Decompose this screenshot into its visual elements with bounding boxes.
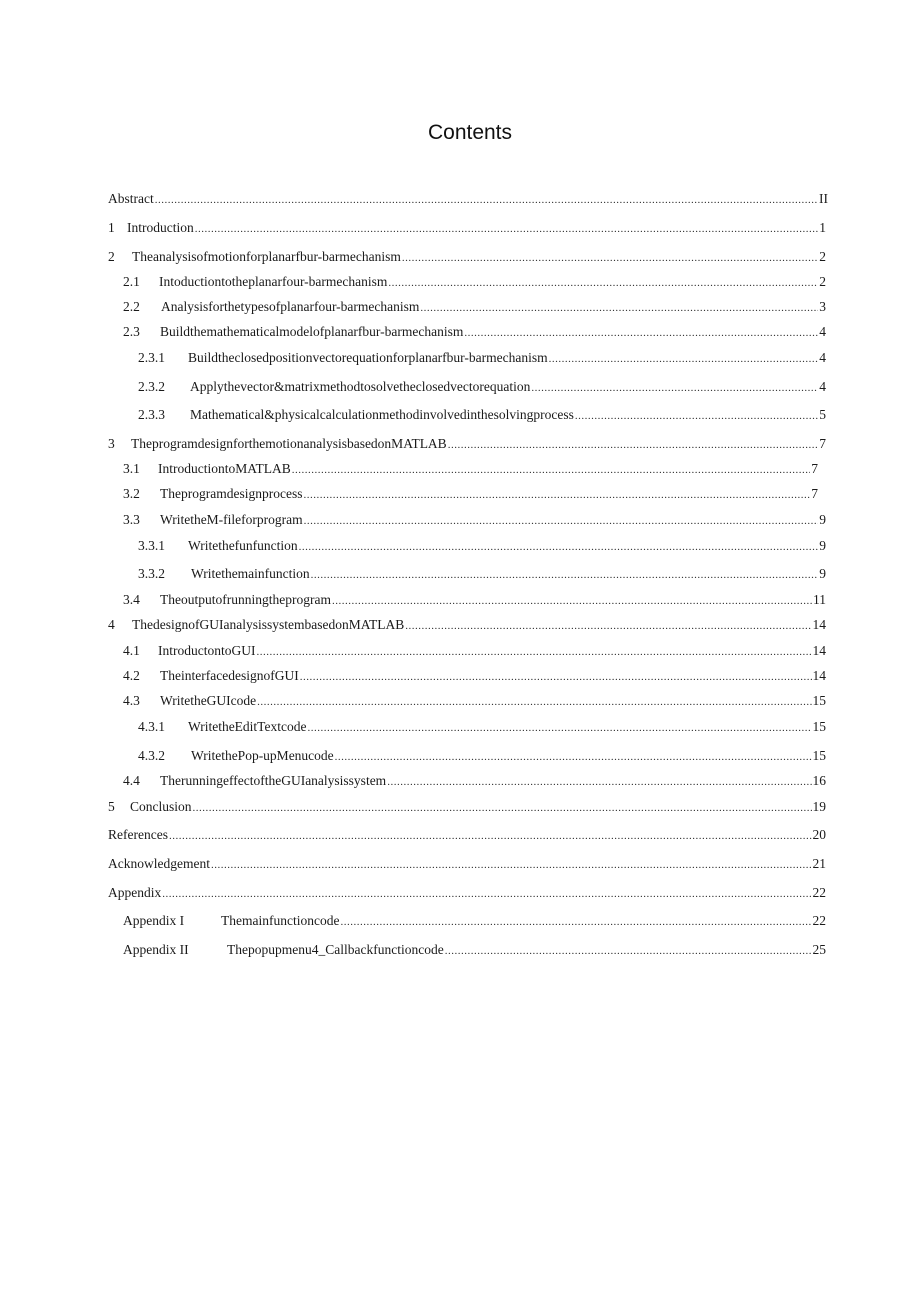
toc-entry-title: Mathematical&physicalcalculationmethodinvolvedinthesolvingprocess [190, 407, 574, 422]
toc-entry-page-number: 15 [812, 719, 826, 734]
toc-entry[interactable] [108, 855, 826, 873]
toc-entry-title: Abstract [108, 191, 154, 206]
toc-entry-title: WritethePop-upMenucode [191, 748, 334, 763]
toc-entry-number: 4.1 [123, 643, 140, 658]
toc-entry-number: 5 [108, 799, 115, 814]
toc-entry-page-number: 11 [813, 592, 826, 607]
dot-leader [420, 298, 818, 317]
toc-entry-title: TherunningeffectoftheGUIanalysissystem [160, 773, 387, 788]
toc-entry[interactable] [138, 565, 826, 583]
dot-leader [195, 219, 819, 238]
toc-entry[interactable] [138, 747, 826, 765]
toc-entry-number: 4.3.2 [138, 748, 165, 763]
toc-entry[interactable] [108, 219, 826, 237]
toc-entry-number: 3.3.2 [138, 566, 165, 581]
toc-entry-number: 2.2 [123, 299, 140, 314]
dot-leader [162, 884, 811, 903]
toc-entry[interactable] [123, 485, 818, 503]
dot-leader [549, 349, 819, 368]
toc-entry-number: 1 [108, 220, 115, 235]
toc-entry-number: 4.3 [123, 693, 140, 708]
toc-entry[interactable] [138, 718, 826, 736]
toc-entry-number: 2.1 [123, 274, 140, 289]
toc-entry-page-number: 5 [819, 407, 826, 422]
dot-leader [299, 537, 819, 556]
dot-leader [405, 616, 811, 635]
toc-entry[interactable] [123, 591, 826, 609]
toc-entry-page-number: 7 [819, 436, 826, 451]
toc-entry-page-number: 14 [812, 617, 826, 632]
toc-entry-page-number: 22 [812, 885, 826, 900]
dot-leader [445, 941, 812, 960]
toc-entry-title: IntroductontoGUI [158, 643, 256, 658]
toc-entry-number: Appendix I [123, 913, 185, 928]
toc-entry-number: 2 [108, 249, 115, 264]
dot-leader [448, 435, 819, 454]
toc-entry-page-number: 21 [812, 856, 826, 871]
toc-entry-title: Theprogramdesignprocess [160, 486, 303, 501]
toc-entry[interactable] [138, 537, 826, 555]
toc-entry-number: 4.3.1 [138, 719, 165, 734]
toc-entry[interactable] [123, 323, 826, 341]
dot-leader [340, 912, 811, 931]
toc-entry-number: 2.3.3 [138, 407, 165, 422]
contents-title: Contents [427, 121, 513, 144]
toc-entry-title: IntroductiontoMATLAB [158, 461, 291, 476]
toc-entry-title: ThedesignofGUIanalysissystembasedonMATLAB [132, 617, 405, 632]
toc-entry-number: 3.2 [123, 486, 140, 501]
toc-entry-number: 3.4 [123, 592, 140, 607]
toc-entry-page-number: 15 [812, 693, 826, 708]
dot-leader [211, 855, 812, 874]
toc-entry[interactable] [123, 298, 826, 316]
toc-entry-title: Conclusion [130, 799, 192, 814]
dot-leader [464, 323, 818, 342]
toc-entry-title: Theanalysisofmotionforplanarfbur-barmechanism [132, 249, 401, 264]
toc-entry-number: 2.3.1 [138, 350, 165, 365]
dot-leader [155, 190, 818, 209]
toc-entry-number: 4.2 [123, 668, 140, 683]
toc-entry-title: Acknowledgement [108, 856, 210, 871]
toc-entry[interactable] [123, 941, 826, 959]
toc-entry-page-number: 16 [812, 773, 826, 788]
toc-entry[interactable] [108, 826, 826, 844]
dot-leader [304, 511, 819, 530]
toc-entry[interactable] [123, 667, 826, 685]
toc-entry-title: WritetheGUIcode [160, 693, 257, 708]
toc-entry[interactable] [123, 642, 826, 660]
toc-entry[interactable] [138, 378, 826, 396]
toc-entry-number: 4 [108, 617, 115, 632]
toc-entry-number: Appendix II [123, 942, 189, 957]
toc-entry-page-number: 7 [811, 461, 818, 476]
toc-entry-page-number: 3 [819, 299, 826, 314]
toc-entry[interactable] [138, 349, 826, 367]
toc-entry-page-number: 14 [812, 643, 826, 658]
dot-leader [307, 718, 811, 737]
toc-entry-page-number: 9 [819, 512, 826, 527]
dot-leader [387, 772, 811, 791]
toc-entry-page-number: 25 [812, 942, 826, 957]
toc-entry-page-number: 1 [819, 220, 826, 235]
toc-entry-page-number: 19 [812, 799, 826, 814]
toc-entry[interactable] [123, 692, 826, 710]
toc-entry-title: TheinterfacedesignofGUI [160, 668, 299, 683]
toc-entry-number: 4.4 [123, 773, 140, 788]
dot-leader [388, 273, 818, 292]
toc-entry-title: Theoutputofrunningtheprogram [160, 592, 331, 607]
toc-entry[interactable] [123, 912, 826, 930]
toc-entry-page-number: 4 [819, 324, 826, 339]
toc-entry-page-number: 2 [819, 274, 826, 289]
toc-entry-page-number: 15 [812, 748, 826, 763]
toc-entry-title: Writethefunfunction [188, 538, 298, 553]
toc-entry-page-number: 20 [812, 827, 826, 842]
toc-entry-number: 2.3.2 [138, 379, 165, 394]
toc-entry-page-number: 2 [819, 249, 826, 264]
dot-leader [193, 798, 812, 817]
toc-entry[interactable] [108, 190, 828, 208]
toc-entry-number: 3 [108, 436, 115, 451]
toc-entry[interactable] [123, 511, 826, 529]
toc-entry-title: Thepopupmenu4_Callbackfunctioncode [227, 942, 444, 957]
dot-leader [257, 692, 811, 711]
toc-entry[interactable] [108, 248, 826, 266]
dot-leader [169, 826, 812, 845]
dot-leader [303, 485, 810, 504]
toc-entry-page-number: 4 [819, 379, 826, 394]
dot-leader [300, 667, 812, 686]
toc-entry-page-number: II [819, 191, 828, 206]
dot-leader [531, 378, 818, 397]
toc-entry-number: 3.1 [123, 461, 140, 476]
toc-entry-page-number: 7 [811, 486, 818, 501]
dot-leader [335, 747, 812, 766]
toc-entry[interactable] [123, 460, 818, 478]
toc-entry-title: Introduction [127, 220, 194, 235]
toc-entry-page-number: 9 [819, 538, 826, 553]
toc-entry-title: Buildtheclosedpositionvectorequationforplanarfbur-barmechanism [188, 350, 548, 365]
toc-entry-page-number: 14 [812, 668, 826, 683]
toc-entry-title: Appendix [108, 885, 162, 900]
toc-entry-number: 2.3 [123, 324, 140, 339]
dot-leader [292, 460, 811, 479]
toc-entry-title: Applythevector&matrixmethodtosolvetheclosedvectorequation [190, 379, 531, 394]
toc-entry[interactable] [108, 884, 826, 902]
toc-entry-title: WritetheM-fileforprogram [160, 512, 303, 527]
toc-entry-title: Analysisforthetypesofplanarfour-barmechanism [161, 299, 420, 314]
toc-entry[interactable] [108, 616, 826, 634]
toc-entry[interactable] [123, 772, 826, 790]
toc-entry-title: TheprogramdesignforthemotionanalysisbasedonMATLAB [131, 436, 447, 451]
toc-entry-title: Themainfunctioncode [221, 913, 340, 928]
toc-entry-title: WritetheEditTextcode [188, 719, 307, 734]
dot-leader [332, 591, 812, 610]
dot-leader [256, 642, 811, 661]
toc-entry-title: Buildthemathematicalmodelofplanarfbur-barmechanism [160, 324, 464, 339]
toc-entry[interactable] [138, 406, 826, 424]
toc-entry[interactable] [123, 273, 826, 291]
toc-entry-title: Intoductiontotheplanarfour-barmechanism [159, 274, 388, 289]
toc-entry-page-number: 4 [819, 350, 826, 365]
toc-entry-page-number: 9 [819, 566, 826, 581]
toc-entry-number: 3.3 [123, 512, 140, 527]
toc-entry-page-number: 22 [812, 913, 826, 928]
dot-leader [402, 248, 818, 267]
toc-entry[interactable] [108, 798, 826, 816]
dot-leader [575, 406, 818, 425]
toc-entry-number: 3.3.1 [138, 538, 165, 553]
toc-entry-title: Writethemainfunction [191, 566, 310, 581]
toc-entry[interactable] [108, 435, 826, 453]
toc-entry-title: References [108, 827, 168, 842]
dot-leader [311, 565, 819, 584]
